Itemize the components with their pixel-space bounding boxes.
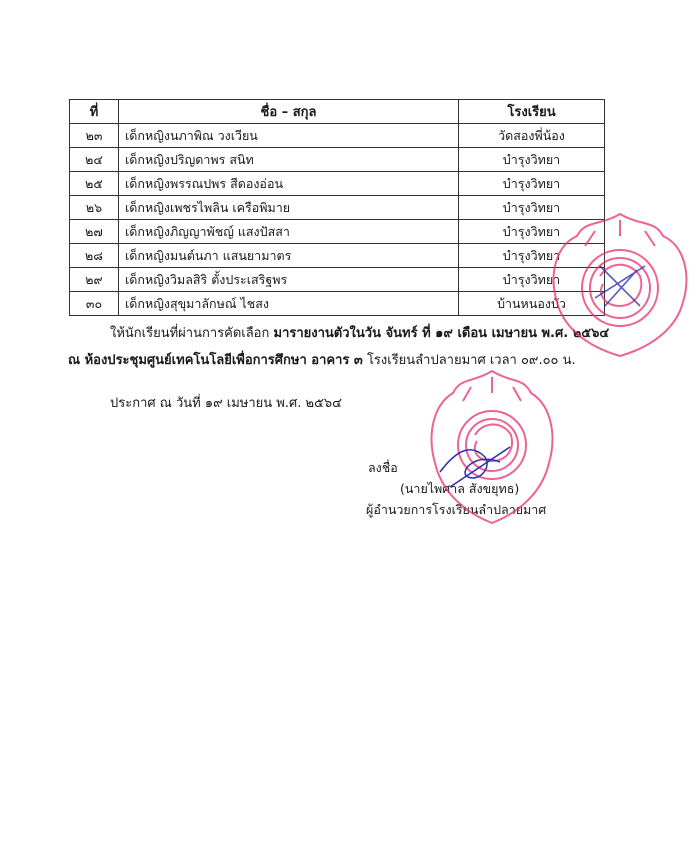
notice-line-2-plain: โรงเรียนลำปลายมาศ เวลา ๐๙.๐๐ น. xyxy=(362,353,576,368)
header-school: โรงเรียน xyxy=(459,100,605,124)
school-name: บำรุงวิทยา xyxy=(459,172,605,196)
student-table-container xyxy=(69,99,604,316)
signer-position: ผู้อำนวยการโรงเรียนลำปลายมาศ xyxy=(366,502,547,517)
table-row xyxy=(70,148,605,172)
student-name: เด็กหญิงมนต์นภา แสนยามาตร xyxy=(119,244,459,268)
student-name: เด็กหญิงปริญดาพร สนิท xyxy=(119,148,459,172)
student-name: เด็กหญิงพรรณปพร สีดองอ่อน xyxy=(119,172,459,196)
row-number: ๒๙ xyxy=(70,268,119,292)
table-row xyxy=(70,196,605,220)
student-name: เด็กหญิงภิญญาพัชญ์ แสงปัสสา xyxy=(119,220,459,244)
table-row xyxy=(70,268,605,292)
student-name: เด็กหญิงนภาพิณ วงเวียน xyxy=(119,124,459,148)
signer-name: (นายไพศาล สังขยุทธ) xyxy=(400,481,520,496)
table-row xyxy=(70,220,605,244)
student-name: เด็กหญิงสุขุมาลักษณ์ ไชสง xyxy=(119,292,459,316)
notice-line-1 xyxy=(110,322,609,343)
notice-line-1-plain: ให้นักเรียนที่ผ่านการคัดเลือก xyxy=(110,326,274,341)
school-name: วัดสองพี่น้อง xyxy=(459,124,605,148)
student-table xyxy=(69,99,605,316)
notice-line-1-bold: มารายงานตัวในวัน จันทร์ ที่ ๑๙ เดือน เมษายน พ.ศ. ๒๕๖๔ xyxy=(273,326,610,341)
announce-date: ประกาศ ณ วันที่ ๑๙ เมษายน พ.ศ. ๒๕๖๔ xyxy=(110,396,342,411)
school-name: บำรุงวิทยา xyxy=(459,268,605,292)
school-name: บำรุงวิทยา xyxy=(459,196,605,220)
table-row xyxy=(70,172,605,196)
student-name: เด็กหญิงวิมลสิริ ตั้งประเสริฐพร xyxy=(119,268,459,292)
row-number: ๒๗ xyxy=(70,220,119,244)
table-row xyxy=(70,244,605,268)
table-row xyxy=(70,124,605,148)
row-number: ๒๕ xyxy=(70,172,119,196)
table-row xyxy=(70,292,605,316)
signature-label: ลงชื่อ xyxy=(368,460,398,475)
row-number: ๒๘ xyxy=(70,244,119,268)
table-header-row xyxy=(70,100,605,124)
header-name: ชื่อ – สกุล xyxy=(119,100,459,124)
notice-line-2-bold: ณ ห้องประชุมศูนย์เทคโนโลยีเพื่อการศึกษา อาคาร ๓ xyxy=(68,353,363,368)
row-number: ๒๓ xyxy=(70,124,119,148)
row-number: ๒๔ xyxy=(70,148,119,172)
row-number: ๓๐ xyxy=(70,292,119,316)
header-no: ที่ xyxy=(70,100,119,124)
school-name: บำรุงวิทยา xyxy=(459,220,605,244)
row-number: ๒๖ xyxy=(70,196,119,220)
school-name: บำรุงวิทยา xyxy=(459,244,605,268)
student-name: เด็กหญิงเพชรไพลิน เครือพิมาย xyxy=(119,196,459,220)
school-name: บำรุงวิทยา xyxy=(459,148,605,172)
notice-line-2 xyxy=(68,349,576,370)
school-name: บ้านหนองบัว xyxy=(459,292,605,316)
